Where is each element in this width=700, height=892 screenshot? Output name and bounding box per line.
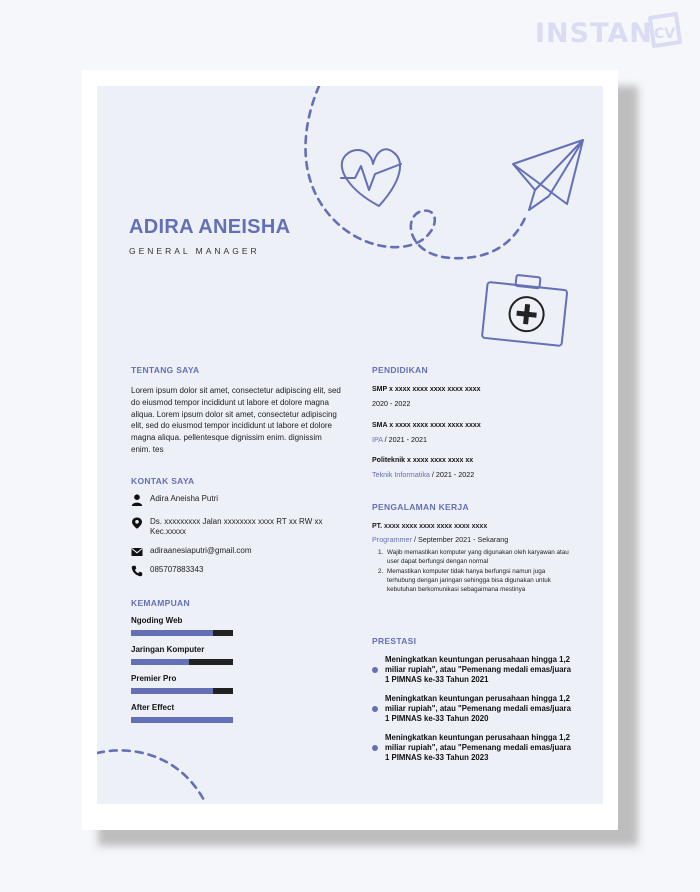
contact-item-address — [131, 517, 335, 537]
achievement-text: Meningkatkan keuntungan perusahaan hingga 1,2 miliar rupiah", atau "Pemenang medali emas/juara 1 PIMNAS ke-33 Tahun 2021 — [385, 655, 571, 684]
achievements-heading: PRESTASI — [372, 636, 417, 646]
bullet-dot — [372, 667, 378, 673]
education-item — [372, 385, 480, 408]
skill-bar — [131, 717, 233, 723]
skill-bar-fill — [131, 717, 233, 723]
instancv-logo-text: INSTAN — [535, 18, 653, 49]
skill-label: Ngoding Web — [131, 616, 183, 625]
skill-label: Jaringan Komputer — [131, 645, 205, 654]
contact-email: adiraanesiaputri@gmail.com — [150, 546, 252, 555]
skills-heading: KEMAMPUAN — [131, 598, 190, 608]
about-heading: TENTANG SAYA — [131, 365, 200, 375]
skill-label: Premier Pro — [131, 674, 177, 683]
education-major: IPA — [372, 435, 383, 444]
contact-phone: 085707883343 — [150, 565, 204, 574]
email-icon — [131, 546, 143, 558]
bullet-dot — [372, 706, 378, 712]
contact-address: Ds. xxxxxxxxx Jalan xxxxxxxx xxxx RT xx RW xx Kec.xxxxx — [150, 517, 323, 536]
svg-text:CV: CV — [654, 26, 676, 42]
about-text: Lorem ipsum dolor sit amet, consectetur adipiscing elit, sed do eiusmod tempor incididunt ut labore et dolore magna aliqua. Lorem ipsum dolor sit amet, consectetur adipiscing elit, sed do eiusmod tempor incididunt ut labore et dolore magna aliqua. pellentesque dignissim enim. dignissim enim. tes — [131, 386, 341, 454]
experience-company: PT. xxxx xxxx xxxx xxxx xxxx xxxx — [372, 523, 488, 530]
education-period — [372, 399, 480, 408]
education-years: / 2021 - 2021 — [382, 435, 428, 444]
experience-period: / September 2021 - Sekarang — [411, 535, 509, 544]
education-years: / 2021 - 2022 — [429, 470, 475, 479]
skill-bar-fill — [131, 659, 189, 665]
experience-item — [372, 522, 572, 595]
achievement-text: Meningkatkan keuntungan perusahaan hingga 1,2 miliar rupiah", atau "Pemenang medali emas/juara 1 PIMNAS ke-33 Tahun 2023 — [385, 733, 571, 762]
skill-bar — [131, 688, 233, 694]
experience-role-line — [372, 535, 572, 544]
experience-heading: PENGALAMAN KERJA — [372, 502, 469, 512]
education-heading: PENDIDIKAN — [372, 365, 428, 375]
phone-icon — [131, 565, 143, 577]
education-years: 2020 - 2022 — [372, 399, 411, 408]
skill-bar-fill — [131, 630, 213, 636]
duty-item: 2. Memastikan komputer tidak hanya berfungsi namun juga terhubung dengan jaringan sehingga bisa digunakan untuk kebutuhan berkomunikasi sebagaimana mestinya — [385, 567, 572, 594]
experience-duties — [372, 548, 572, 594]
education-period — [372, 435, 481, 444]
job-title: GENERAL MANAGER — [129, 246, 260, 256]
skill-bar — [131, 630, 233, 636]
location-pin-icon — [131, 517, 143, 529]
bullet-dot — [372, 745, 378, 751]
skill-label: After Effect — [131, 703, 175, 712]
education-item — [372, 456, 474, 479]
experience-role: Programmer — [372, 535, 412, 544]
resume-sheet — [97, 86, 603, 804]
cv-badge-icon — [642, 12, 684, 50]
education-item — [372, 421, 481, 444]
person-icon — [131, 494, 143, 506]
contact-name: Adira Aneisha Putri — [150, 494, 219, 503]
achievement-item — [372, 694, 577, 724]
education-period — [372, 470, 474, 479]
achievement-text: Meningkatkan keuntungan perusahaan hingga 1,2 miliar rupiah", atau "Pemenang medali emas/juara 1 PIMNAS ke-33 Tahun 2020 — [385, 694, 571, 723]
skill-item — [131, 703, 233, 723]
contact-item-phone — [131, 565, 335, 577]
contact-item-name — [131, 494, 335, 506]
skill-item — [131, 674, 233, 694]
skill-bar — [131, 659, 233, 665]
education-school: Politeknik x xxxx xxxx xxxx xx — [372, 457, 474, 464]
education-major: Teknik Informatika — [372, 470, 430, 479]
skill-item — [131, 616, 233, 636]
education-school: SMP x xxxx xxxx xxxx xxxx xxxx — [372, 386, 481, 393]
contact-heading: KONTAK SAYA — [131, 476, 195, 486]
skill-bar-fill — [131, 688, 213, 694]
education-school: SMA x xxxx xxxx xxxx xxxx xxxx — [372, 422, 481, 429]
contact-item-email — [131, 546, 335, 558]
achievement-item — [372, 655, 577, 685]
achievement-item — [372, 733, 577, 763]
candidate-name: ADIRA ANEISHA — [129, 216, 291, 238]
skill-item — [131, 645, 233, 665]
duty-item: 1. Wajib memastikan komputer yang digunakan oleh karyawan atau user dapat berfungsi dengan normal — [385, 548, 572, 566]
